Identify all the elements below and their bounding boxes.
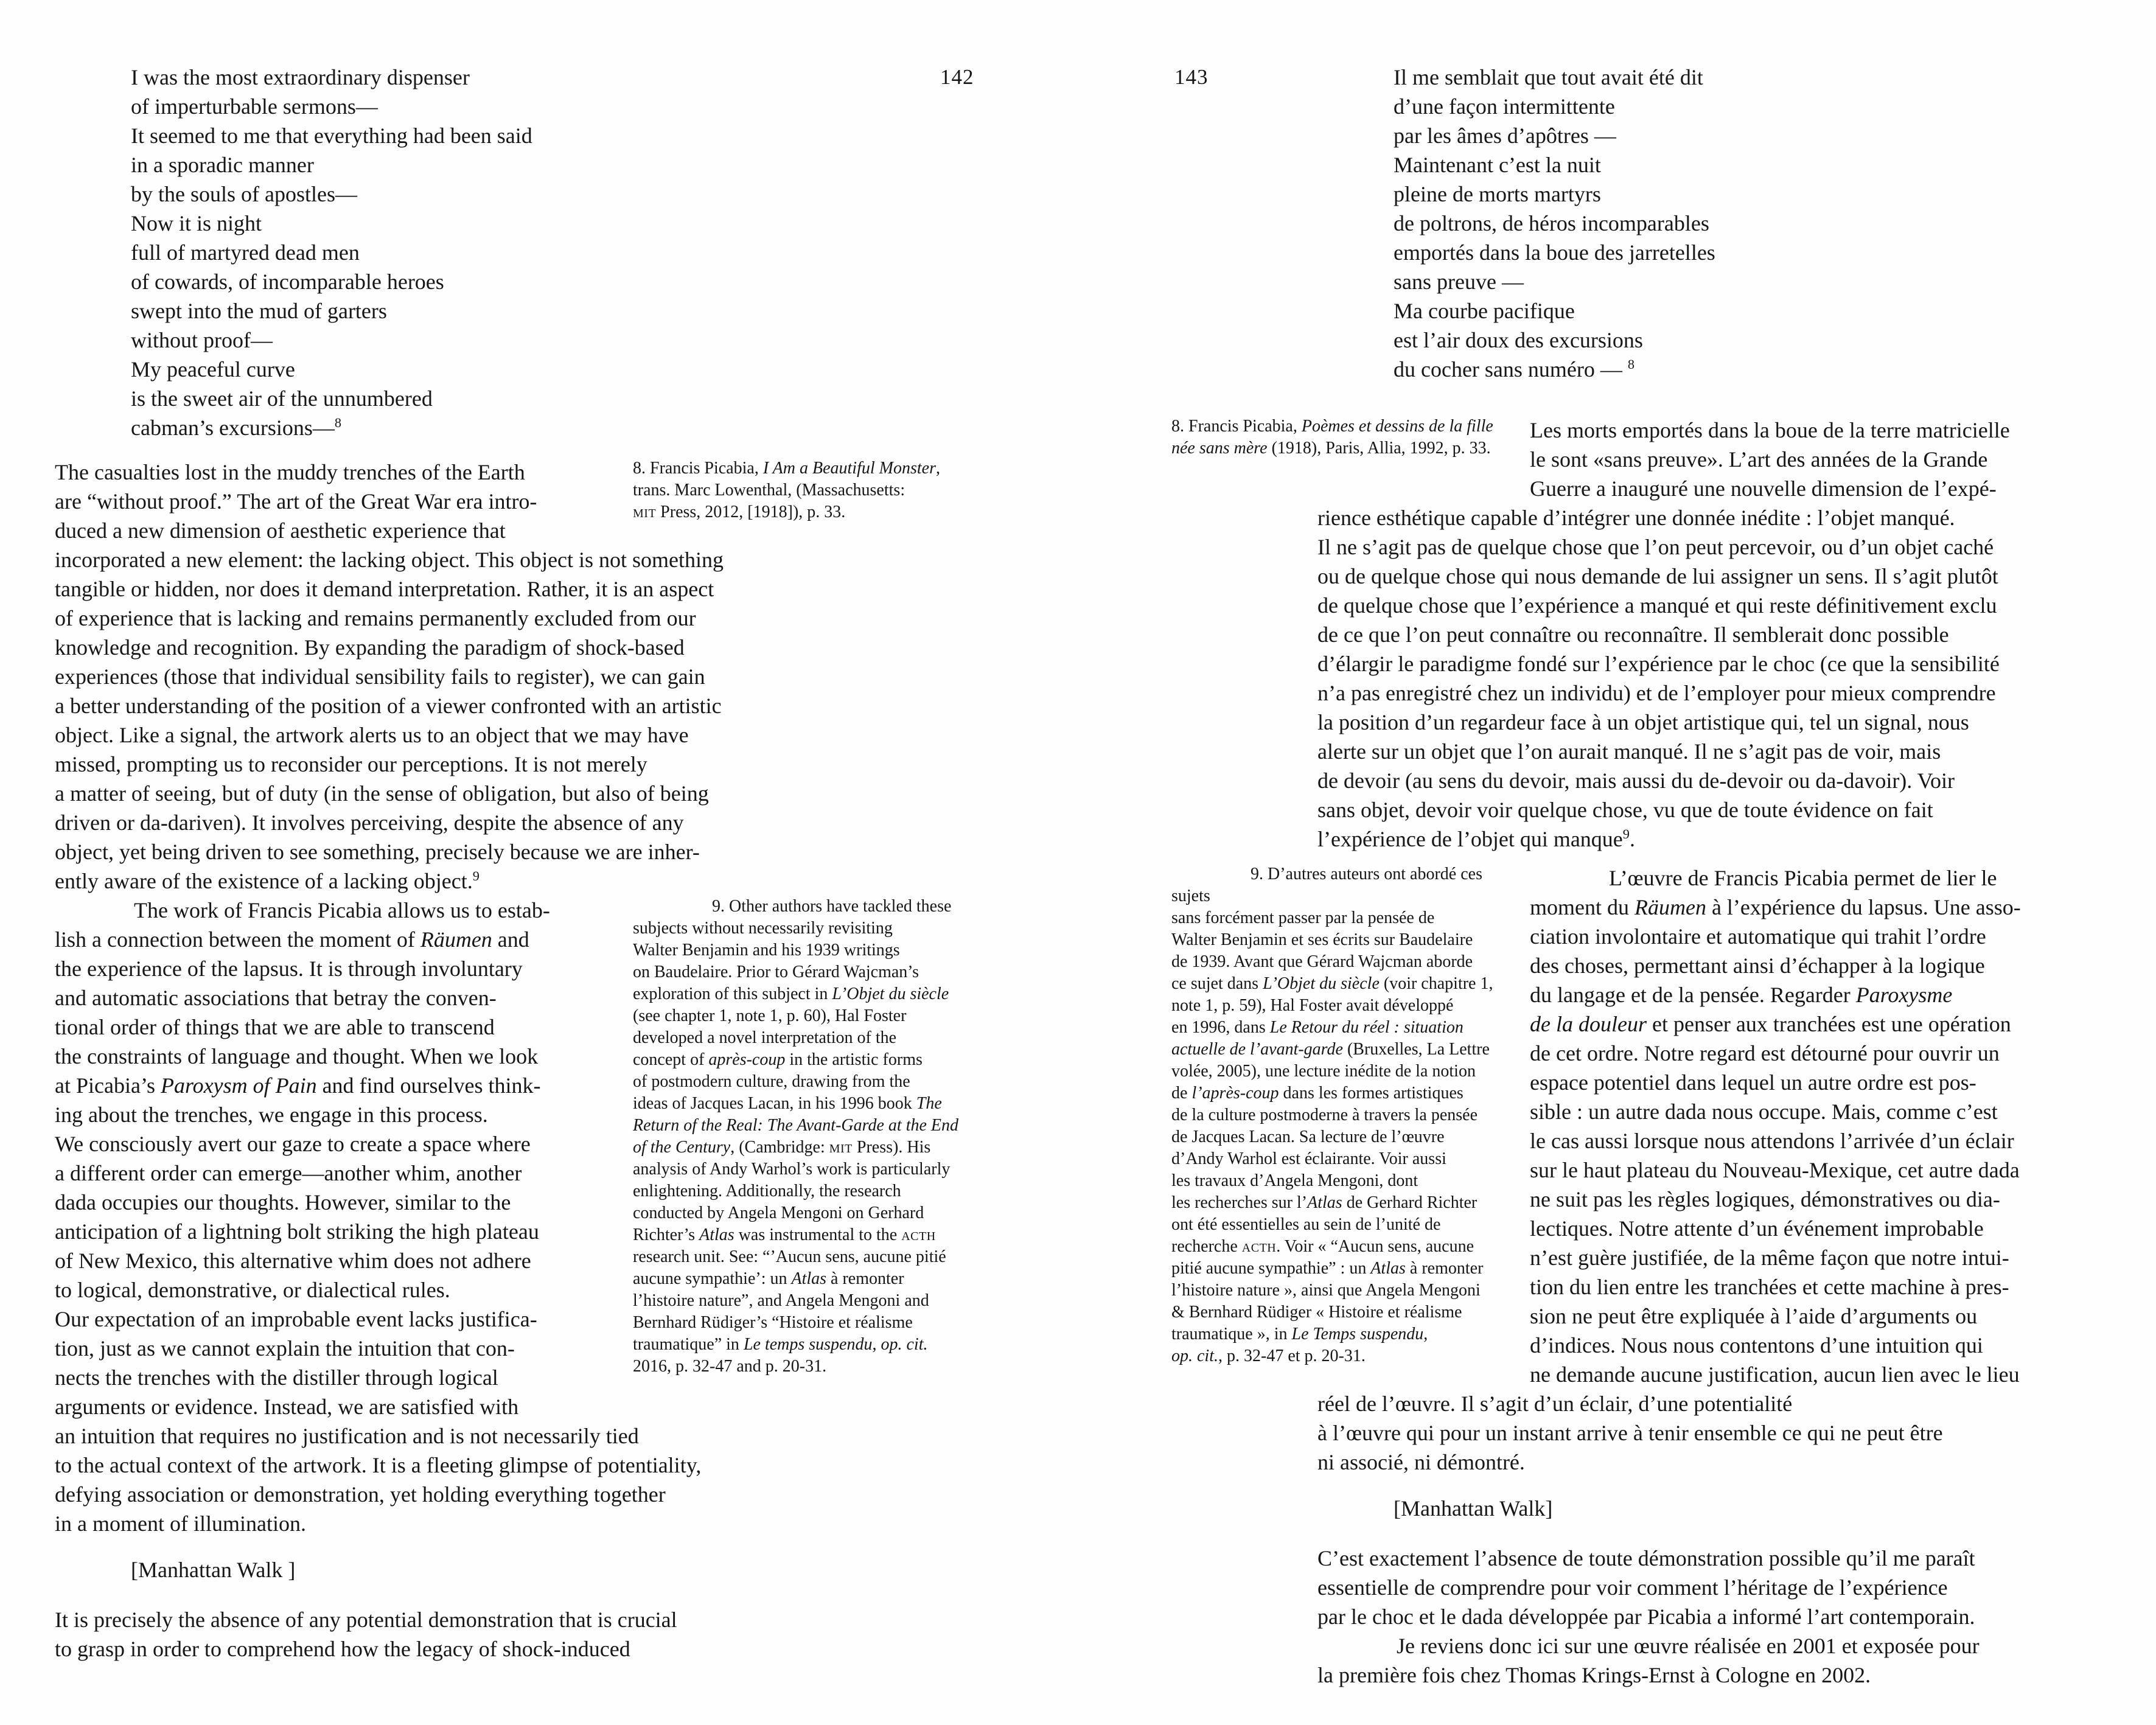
paragraph-french-2 (1171, 863, 2109, 1477)
paragraph-french-2-text: L’œuvre de Francis Picabia permet de lier le moment du Räumen à l’expérience du lapsus. Une asso- ciation involontaire et automatique qui trahit l’ordre des choses, permettant ainsi d’échapper à la logique du langage et de la pensée. Regarder Paroxysme de la douleur et penser aux tranchées est une opération de cet ordre. Notre regard est détourné pour ouvrir un espace potentiel dans lequel un autre ordre est pos- sible : un autre dada nous occupe. Mais, comme c’est le cas aussi lorsque nous attendons l’arrivée d’un éclair sur le haut plateau du Nouveau-Mexique, cet autre dada ne suit pas les règles logiques, démonstratives ou dia- lectiques. Notre attente d’un événement improbable n’est guère justifiée, de la même façon que notre intui- tion du lien entre les tranchées et cette machine à pres- sion ne peut être expliquée à l’aide d’arguments ou d’indices. Nous nous contentons d’une intuition qui ne demande aucune justification, aucun lien avec le lieu réel de l’œuvre. Il s’agit d’un éclair, d’une potentialité à l’œuvre qui pour un instant arrive à tenir ensemble ce qui ne peut être ni associé, ni démontré. (1317, 866, 2021, 1474)
paragraph-english-1-text: The casualties lost in the muddy trenches of the Earth are “without proof.” The art of the Great War era intro- duced a new dimension of aesthetic experience that incorporated a new element: the lacking object. This object is not something tangible or hidden, nor does it demand interpretation. Rather, it is an aspect of experience that is lacking and remains permanently excluded from our knowledge and recognition. By expanding the paradigm of shock-based experiences (those that individual sensibility fails to register), we can gain a better understanding of the position of a viewer confronted with an artistic object. Like a signal, the artwork alerts us to an object that we may have missed, prompting us to reconsider our perceptions. It is not merely a matter of seeing, but of duty (in the sense of obligation, but also of being driven or da-dariven). It involves perceiving, despite the absence of any object, yet being driven to see something, precisely because we are inher- ently aware of the existence of a lacking object.$^9$ (55, 460, 724, 893)
poem-french: Il me semblait que tout avait été dit d’une façon intermittente par les âmes d’apôtres — Maintenant c’est la nuit pleine de morts martyrs de poltrons, de héros incomparables emportés dans la boue des jarretelles sans preuve — Ma courbe pacifique est l’air doux des excursions du cocher sans numéro — $^8$ (1394, 65, 1715, 382)
footnote-9-english: 9. Other authors have tackled these subjects without necessarily revisiting Walter Benjamin and his 1939 writings on Baudelaire. Prior to Gérard Wajcman’s exploration of this subject in L’Objet du siècle (see chapter 1, note 1, p. 60), Hal Foster developed a novel interpretation of the concept of après-coup in the artistic forms of postmodern culture, drawing from the ideas of Jacques Lacan, in his 1996 book The Return of the Real: The Avant-Garde at the End of the Century, (Cambridge: mit Press). His analysis of Andy Warhol’s work is particularly enlightening. Additionally, the research conducted by Angela Mengoni on Gerhard Richter’s Atlas was instrumental to the acth research unit. See: “’Aucun sens, aucune pitié aucune sympathie’: un Atlas à remonter l’histoire nature”, and Angela Mengoni and Bernhard Rüdiger’s “Histoire et réalisme traumatique” in Le temps suspendu, op. cit. 2016, p. 32-47 and p. 20-31. (633, 897, 959, 1376)
page-number-143: 143 (1174, 65, 1209, 89)
section-heading-manhattan-walk-english: [Manhattan Walk ] (131, 1558, 296, 1582)
paragraph-english-1 (55, 458, 940, 896)
paragraph-french-1 (1171, 416, 2109, 854)
body-text-english (55, 458, 959, 1664)
page-number-142: 142 (940, 65, 974, 89)
paragraph-french-3: C’est exactement l’absence de toute démonstration possible qu’il me paraît essentielle de comprendre pour voir comment l’héritage de l’expérience par le choc et le dada développée par Picabia a informé l’art contemporain. Je reviens donc ici sur une œuvre réalisée en 2001 et exposée pour la première fois chez Thomas Krings-Ernst à Cologne en 2002. (1317, 1546, 1980, 1687)
poem-english: I was the most extraordinary dispenser of imperturbable sermons— It seemed to me that everything had been said in a sporadic manner by the souls of apostles— Now it is night full of martyred dead men of cowards, of incomparable heroes swept into the mud of garters without proof— My peaceful curve is the sweet air of the unnumbered cabman’s excursions—$^8$ (131, 65, 532, 440)
paragraph-english-3: It is precisely the absence of any potential demonstration that is crucial to grasp in order to comprehend how the legacy of shock-induced (55, 1608, 677, 1661)
section-heading-manhattan-walk-french: [Manhattan Walk] (1394, 1496, 1553, 1521)
paragraph-french-1-text: Les morts emportés dans la boue de la terre matricielle le sont «sans preuve». L’art des années de la Grande Guerre a inauguré une nouvelle dimension de l’expé- rience esthétique capable d’intégrer une donnée inédite : l’objet manqué. Il ne s’agit pas de quelque chose que l’on peut percevoir, ou d’un objet caché ou de quelque chose qui nous demande de lui assigner un sens. Il s’agit plutôt de quelque chose que l’expérience a manqué et qui reste définitivement exclu de ce que l’on peut connaître ou reconnaître. Il semblerait donc possible d’élargir le paradigme fondé sur l’expérience par le choc (ce que la sensibilité n’a pas enregistré chez un individu) et de l’employer pour mieux comprendre la position d’un regardeur face à un objet artistique qui, tel un signal, nous alerte sur un objet que l’on aurait manqué. Il ne s’agit pas de voir, mais de devoir (au sens du devoir, mais aussi du de-devoir ou da-davoir). Voir sans objet, devoir voir quelque chose, vu que de toute évidence on fait l’expérience de l’objet qui manque$^9$. (1317, 418, 2010, 851)
body-text-french (1171, 416, 2109, 1690)
paragraph-english-2 (55, 896, 959, 1538)
footnote-9-french: 9. D’autres auteurs ont abordé ces sujets sans forcément passer par la pensée de Walter Benjamin et ses écrits sur Baudelaire de 1939. Avant que Gérard Wajcman aborde ce sujet dans L’Objet du siècle (voir chapitre 1, note 1, p. 59), Hal Foster avait développé en 1996, dans Le Retour du réel : situation actuelle de l’avant-garde (Bruxelles, La Lettre volée, 2005), une lecture inédite de la notion de l’après-coup dans les formes artistiques de la culture postmoderne à travers la pensée de Jacques Lacan. Sa lecture de l’œuvre d’Andy Warhol est éclairante. Voir aussi les travaux d’Angela Mengoni, dont les recherches sur l’Atlas de Gerhard Richter ont été essentielles au sein de l’unité de recherche acth. Voir « “Aucun sens, aucune pitié aucune sympathie” : un Atlas à remonter l’histoire nature », ainsi que Angela Mengoni & Bernhard Rüdiger « Histoire et réalisme traumatique », in Le Temps suspendu, op. cit., p. 32-47 et p. 20-31. (1171, 865, 1493, 1365)
paragraph-english-2-text: The work of Francis Picabia allows us to estab- lish a connection between the moment of Räumen and the experience of the lapsus. It is through involuntary and automatic associations that betray the conven- tional order of things that we are able to transcend the constraints of language and thought. When we look at Picabia’s Paroxysm of Pain and find ourselves think- ing about the trenches, we engage in this process. We consciously avert our gaze to create a space where a different order can emerge—another whim, another dada occupies our thoughts. However, similar to the anticipation of a lightning bolt striking the high plateau of New Mexico, this alternative whim does not adhere to logical, demonstrative, or dialectical rules. Our expectation of an improbable event lacks justifica- tion, just as we cannot explain the intuition that con- nects the trenches with the distiller through logical arguments or evidence. Instead, we are satisfied with an intuition that requires no justification and is not necessarily tied to the actual context of the artwork. It is a fleeting glimpse of potentiality, defying association or demonstration, yet holding everything together in a moment of illumination. (55, 898, 702, 1536)
footnote-8-french: 8. Francis Picabia, Poèmes et dessins de la fille née sans mère (1918), Paris, Allia, 1992, p. 33. (1171, 417, 1493, 458)
footnote-8-english: 8. Francis Picabia, I Am a Beautiful Monster, trans. Marc Lowenthal, (Massachusetts: mit Press, 2012, [1918]), p. 33. (633, 459, 940, 521)
